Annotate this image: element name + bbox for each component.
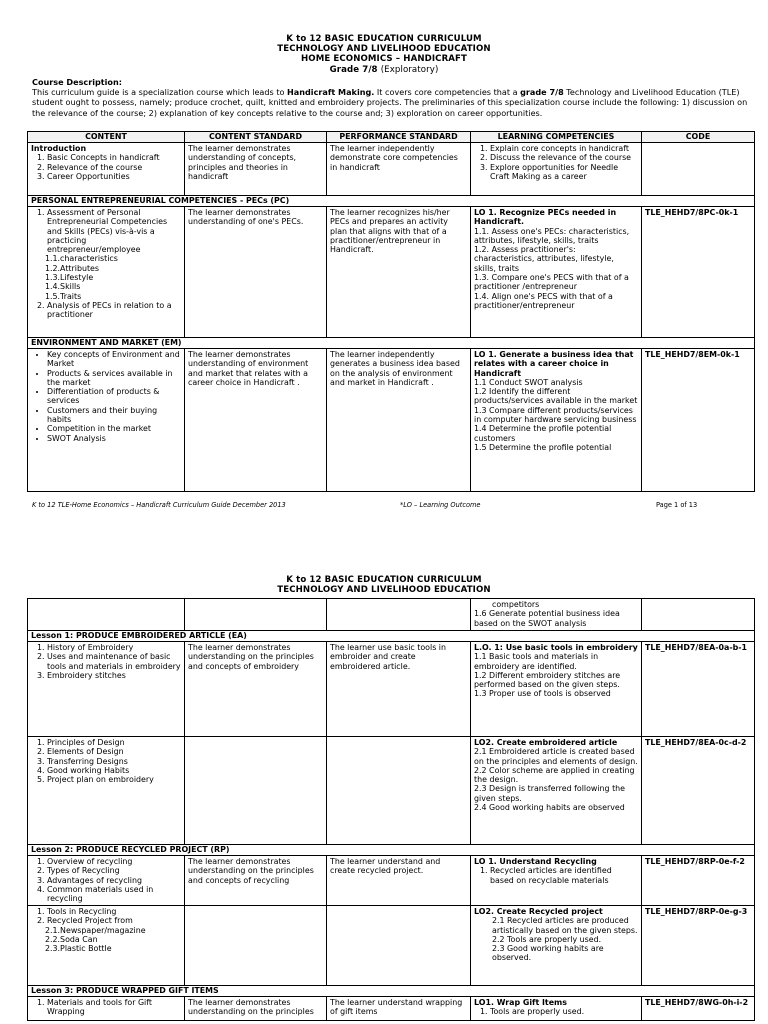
list-item: 1.2.Attributes (45, 263, 100, 273)
section-title-pecs: PERSONAL ENTREPRENEURIAL COMPETENCIES - PECs (PC) (28, 196, 755, 207)
section-title-lesson-3: Lesson 3: PRODUCE WRAPPED GIFT ITEMS (28, 986, 755, 997)
list-item: 3. Explore opportunities for Needle Craft Making as a career (490, 163, 638, 182)
header-line-2: TECHNOLOGY AND LIVELIHOOD EDUCATION (277, 585, 491, 596)
lesson-2a-content (28, 856, 185, 906)
list-item: 1.3. Compare one's PECS with that of a practitioner /entrepreneur (474, 273, 629, 292)
pecs-lo: LO 1. Recognize PECs needed in Handicraft. (474, 208, 617, 227)
desc-bold-1: Handicraft Making. (287, 87, 375, 98)
list-item: 2.1 Recycled articles are produced artistically based on the given steps. (492, 916, 638, 935)
list-item: 2.1.Newspaper/magazine (45, 925, 146, 935)
lesson-1b-standard (185, 737, 327, 845)
page-1-header (0, 34, 768, 75)
list-item: 2. Discuss the relevance of the course (490, 153, 638, 162)
table-header-row (28, 132, 755, 143)
lesson-3-lo1: LO1. Wrap Gift Items (474, 998, 567, 1007)
list-item: 3. Career Opportunities (47, 172, 181, 181)
list-item: 2. Elements of Design (47, 747, 181, 756)
table-row-lesson-2b (28, 906, 755, 986)
list-item: 3. Embroidery stitches (47, 671, 181, 680)
list-item: 1.5 Determine the profile potential (474, 442, 612, 452)
lesson-2b-competencies (471, 906, 642, 986)
list-item: 1.6 Generate potential business idea based on the SWOT analysis (474, 609, 620, 628)
list-item: 1. Tools are properly used. (490, 1007, 638, 1016)
list-item: 2. Recycled Project from (47, 916, 181, 925)
em-standard: The learner demonstrates understanding of environment and market that relates with a career choice in Handicraft . (185, 349, 327, 492)
list-item: 2.3 Good working habits are observed. (492, 944, 604, 963)
pecs-standard: The learner demonstrates understanding of one's PECs. (185, 207, 327, 338)
em-lo: LO 1. Generate a business idea that relates with a career choice in Handicraft (474, 350, 634, 378)
list-item: 2.2 Tools are properly used. (492, 934, 602, 944)
header-line-1: K to 12 BASIC EDUCATION CURRICULUM (286, 34, 482, 44)
lesson-2b-performance (327, 906, 471, 986)
lesson-3-performance: The learner understand wrapping of gift items (327, 997, 471, 1021)
header-line-3: HOME ECONOMICS – HANDICRAFT (301, 54, 467, 65)
list-item: 1.3 Compare different products/services in computer hardware servicing business (474, 405, 637, 425)
table-row-lesson-1b (28, 737, 755, 845)
section-title-lesson-2: Lesson 2: PRODUCE RECYCLED PROJECT (RP) (28, 845, 755, 856)
table-row-continued (28, 599, 755, 631)
list-item: • Customers and their buying habits (47, 406, 181, 425)
intro-content (28, 143, 185, 196)
curriculum-table-page-2 (27, 598, 755, 1021)
list-item: 2.4 Good working habits are observed (474, 803, 625, 813)
list-item: 1.3.Lifestyle (45, 273, 94, 283)
pecs-competencies (471, 207, 642, 338)
lesson-3-content (28, 997, 185, 1021)
table-row-em (28, 349, 755, 492)
list-item: 2. Analysis of PECs in relation to a practitioner (47, 301, 181, 320)
list-item: 1. Principles of Design (47, 738, 181, 747)
list-item: 1. Assessment of Personal Entrepreneurial Competencies and Skills (PECs) vis-à-vis a practicing entrepreneur/employee (47, 208, 181, 254)
curriculum-table-page-1 (27, 131, 755, 492)
list-item: • Products & services available in the market (47, 369, 181, 388)
em-code: TLE_HEHD7/8EM-0k-1 (642, 349, 755, 492)
list-item: 1.2. Assess practitioner's: characteristics, attributes, lifestyle, skills, traits (474, 245, 614, 273)
list-item: • Key concepts of Environment and Market (47, 350, 181, 369)
list-item: 1.5.Traits (45, 291, 82, 301)
list-item: competitors (492, 600, 540, 609)
desc-part-3: Technology and Livelihood Education (TLE) student ought to possess, namely; produce crochet, quilt, knitted and embroidery projects. The preliminaries of this specialization course include the following: 1) discussion on the relevance of the course; 2) explanation of key concepts relative to the course and; 3) exploration on career opportunities. (32, 87, 748, 118)
lesson-1a-code: TLE_HEHD7/8EA-0a-b-1 (642, 642, 755, 737)
em-content (28, 349, 185, 492)
list-item: 1.1 Basic tools and materials in embroidery are identified. (474, 652, 599, 671)
list-item: 2. Uses and maintenance of basic tools and materials in embroidery (47, 652, 181, 671)
footer-left: K to 12 TLE-Home Economics – Handicraft Curriculum Guide December 2013 (32, 501, 286, 509)
lesson-3-standard: The learner demonstrates understanding on the principles (185, 997, 327, 1021)
em-performance: The learner independently generates a business idea based on the analysis of environment and market in Handicraft . (327, 349, 471, 492)
footer-page-number: Page 1 of 13 (656, 501, 698, 509)
list-item: 1.2 Different embroidery stitches are performed based on the given steps. (474, 670, 621, 690)
list-item: • Differentiation of products & services (47, 387, 181, 406)
em-competencies (471, 349, 642, 492)
list-item: 1. Recycled articles are identified based on recyclable materials (490, 866, 638, 885)
col-performance-standard: PERFORMANCE STANDARD (327, 132, 471, 143)
list-item: 1. Tools in Recycling (47, 907, 181, 916)
pecs-performance: The learner recognizes his/her PECs and prepares an activity plan that aligns with that of a practitioner/entrepreneur in Handicraft. (327, 207, 471, 338)
section-row-pecs (28, 196, 755, 207)
list-item: 2.1 Embroidered article is created based on the principles and elements of design. (474, 747, 638, 766)
course-description-text (32, 87, 752, 118)
list-item: 1.3 Proper use of tools is observed (474, 689, 611, 699)
desc-part-1: This curriculum guide is a specialization course which leads to (32, 87, 288, 98)
list-item: 2.2 Color scheme are applied in creating the design. (474, 765, 635, 785)
lesson-1b-performance (327, 737, 471, 845)
list-item: 1. Basic Concepts in handicraft (47, 153, 181, 162)
intro-standard: The learner demonstrates understanding of concepts, principles and theories in handicraft (185, 143, 327, 196)
page-2 (0, 560, 768, 1024)
intro-title: Introduction (31, 144, 87, 153)
grade-note: (Exploratory) (380, 64, 439, 75)
footer-center: *LO – Learning Outcome (400, 501, 481, 509)
lesson-1a-content (28, 642, 185, 737)
list-item: 1.4 Determine the profile potential customers (474, 424, 612, 443)
table-row-lesson-3 (28, 997, 755, 1021)
list-item: 4. Good working Habits (47, 766, 181, 775)
lesson-2-standard: The learner demonstrates understanding on the principles and concepts of recycling (185, 856, 327, 906)
list-item: 2.2.Soda Can (45, 934, 98, 944)
course-description-label: Course Description: (32, 77, 122, 87)
list-item: 1.1. Assess one's PECs: characteristics, attributes, lifestyle, skills, traits (474, 226, 630, 245)
desc-part-2: It covers core competencies that a (374, 87, 521, 98)
list-item: • SWOT Analysis (47, 434, 181, 443)
lesson-2-lo2: LO2. Create Recycled project (474, 907, 603, 916)
lesson-1-lo2: LO2. Create embroidered article (474, 738, 618, 747)
cont-code (642, 599, 755, 631)
list-item: 1. Overview of recycling (47, 857, 181, 866)
cont-content (28, 599, 185, 631)
list-item: 1. Materials and tools for Gift Wrapping (47, 998, 181, 1017)
lesson-2-sub-list (31, 926, 181, 954)
grade-label: Grade 7/8 (329, 64, 378, 75)
intro-competencies (471, 143, 642, 196)
lesson-1b-content (28, 737, 185, 845)
list-item: 1.1.characteristics (45, 254, 118, 264)
lesson-2-lo1: LO 1. Understand Recycling (474, 857, 597, 866)
lesson-1-lo1: L.O. 1: Use basic tools in embroidery (474, 643, 638, 652)
section-title-lesson-1: Lesson 1: PRODUCE EMBROIDERED ARTICLE (EA) (28, 631, 755, 642)
pecs-code: TLE_HEHD7/8PC-0k-1 (642, 207, 755, 338)
lesson-1-performance: The learner use basic tools in embroider and create embroidered article. (327, 642, 471, 737)
course-description (32, 77, 752, 118)
list-item: 3. Transferring Designs (47, 757, 181, 766)
header-line-1: K to 12 BASIC EDUCATION CURRICULUM (286, 575, 482, 585)
cont-competencies (471, 599, 642, 631)
lesson-1b-competencies (471, 737, 642, 845)
col-content: CONTENT (28, 132, 185, 143)
header-line-2: TECHNOLOGY AND LIVELIHOOD EDUCATION (277, 44, 491, 55)
cont-standard (185, 599, 327, 631)
header-grade (0, 65, 768, 75)
lesson-3-competencies (471, 997, 642, 1021)
lesson-1-standard: The learner demonstrates understanding on the principles and concepts of embroidery (185, 642, 327, 737)
list-item: 2.3.Plastic Bottle (45, 944, 112, 954)
list-item: 1. History of Embroidery (47, 643, 181, 652)
col-learning-competencies: LEARNING COMPETENCIES (471, 132, 642, 143)
list-item: 5. Project plan on embroidery (47, 775, 181, 784)
lesson-2-performance: The learner understand and create recycled project. (327, 856, 471, 906)
pecs-content (28, 207, 185, 338)
page-gap (0, 528, 768, 560)
intro-code (642, 143, 755, 196)
section-title-em: ENVIRONMENT AND MARKET (EM) (28, 338, 755, 349)
list-item: 1.2 Identify the different products/services available in the market (474, 387, 638, 406)
list-item: 2.3 Design is transferred following the given steps. (474, 784, 626, 803)
table-row-pecs (28, 207, 755, 338)
lesson-2b-standard (185, 906, 327, 986)
lesson-2a-competencies (471, 856, 642, 906)
list-item: 1.1 Conduct SWOT analysis (474, 377, 583, 387)
section-row-lesson-3 (28, 986, 755, 997)
cont-performance (327, 599, 471, 631)
section-row-em (28, 338, 755, 349)
lesson-2a-code: TLE_HEHD7/8RP-0e-f-2 (642, 856, 755, 906)
section-row-lesson-2 (28, 845, 755, 856)
table-row-lesson-2a (28, 856, 755, 906)
list-item: 1.4. Align one's PECS with that of a practitioner/entrepreneur (474, 291, 613, 310)
intro-performance: The learner independently demonstrate core competencies in handicraft (327, 143, 471, 196)
lesson-2b-code: TLE_HEHD7/8RP-0e-g-3 (642, 906, 755, 986)
list-item: • Competition in the market (47, 424, 181, 433)
col-code: CODE (642, 132, 755, 143)
desc-bold-2: grade 7/8 (520, 87, 564, 98)
list-item: 4. Common materials used in recycling (47, 885, 181, 904)
lesson-2b-content (28, 906, 185, 986)
list-item: 3. Advantages of recycling (47, 876, 181, 885)
list-item: 2. Relevance of the course (47, 163, 181, 172)
col-content-standard: CONTENT STANDARD (185, 132, 327, 143)
page-1-footer (32, 501, 752, 509)
section-row-lesson-1 (28, 631, 755, 642)
table-row-lesson-1a (28, 642, 755, 737)
table-row-introduction (28, 143, 755, 196)
lesson-3-code: TLE_HEHD7/8WG-0h-i-2 (642, 997, 755, 1021)
lesson-1b-code: TLE_HEHD7/8EA-0c-d-2 (642, 737, 755, 845)
list-item: 1. Explain core concepts in handicraft (490, 144, 638, 153)
lesson-1a-competencies (471, 642, 642, 737)
page-2-header (0, 575, 768, 595)
list-item: 2. Types of Recycling (47, 866, 181, 875)
pecs-sub-list (31, 254, 181, 300)
list-item: 1.4.Skills (45, 282, 81, 292)
